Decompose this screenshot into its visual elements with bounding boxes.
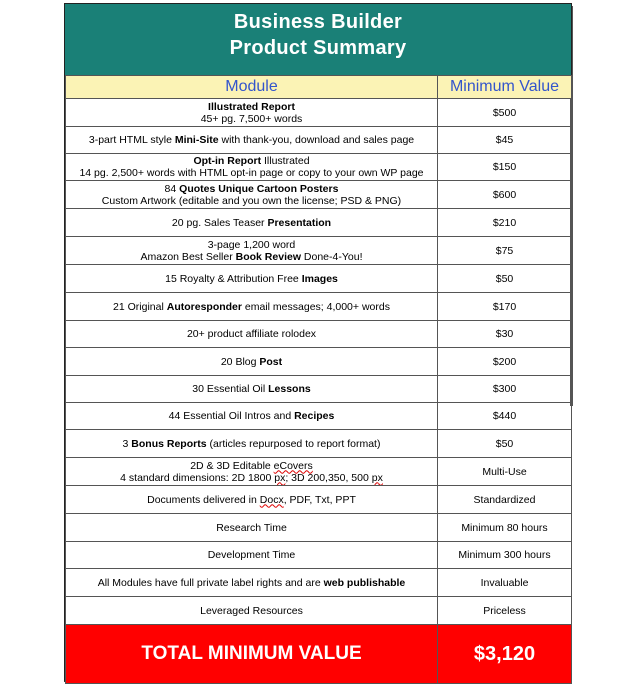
module-text: Opt-in Report	[193, 155, 262, 167]
module-cell-line	[69, 522, 434, 534]
module-cell	[66, 514, 438, 542]
module-cell-line	[69, 155, 434, 167]
value-cell: $50	[438, 430, 572, 458]
module-text: 4 standard dimensions: 2D 1800	[120, 471, 275, 484]
table-row	[66, 127, 572, 154]
module-cell-line	[69, 183, 434, 195]
module-text: Mini-Site	[174, 134, 219, 146]
module-text: 21 Original	[113, 300, 167, 313]
value-cell: $150	[438, 154, 572, 181]
value-cell: $75	[438, 237, 572, 265]
total-row	[66, 625, 572, 684]
module-text: Presentation	[267, 216, 332, 229]
value-cell: $300	[438, 376, 572, 403]
module-text: 20 pg. Sales Teaser	[171, 216, 268, 229]
module-text: 3-part HTML style	[88, 134, 175, 146]
module-text: eCovers	[273, 459, 313, 472]
module-cell-line	[69, 239, 434, 251]
table-row	[66, 237, 572, 265]
table-row	[66, 486, 572, 514]
module-cell	[66, 430, 438, 458]
module-cell	[66, 376, 438, 403]
module-text: Bonus Reports	[131, 437, 207, 450]
module-cell	[66, 154, 438, 181]
module-text: , PDF, Txt, PPT	[283, 493, 356, 506]
module-text: 3	[122, 437, 132, 450]
module-text: 3-page 1,200 word	[207, 238, 296, 251]
module-cell	[66, 127, 438, 154]
module-cell-line	[69, 383, 434, 395]
module-cell-line	[69, 167, 434, 179]
total-label: TOTAL MINIMUM VALUE	[66, 625, 438, 684]
module-cell-line	[69, 460, 434, 472]
module-cell	[66, 265, 438, 293]
table-row	[66, 321, 572, 348]
value-cell: Minimum 80 hours	[438, 514, 572, 542]
module-text: Development Time	[207, 549, 296, 561]
module-text: 15 Royalty & Attribution Free	[165, 272, 302, 285]
module-cell-line	[69, 301, 434, 313]
title-banner	[65, 4, 571, 75]
table-header-row	[66, 76, 572, 99]
module-text: (articles repurposed to report format)	[206, 437, 381, 450]
value-cell: $210	[438, 209, 572, 237]
module-text: Leveraged Resources	[200, 604, 303, 617]
value-cell: Minimum 300 hours	[438, 542, 572, 569]
module-text: Illustrated	[261, 155, 310, 167]
module-text: All Modules have full private label rights and are	[97, 576, 324, 589]
module-text: Custom Artwork (editable and you own the license; PSD & PNG)	[101, 194, 402, 207]
module-cell-line	[69, 410, 434, 422]
module-cell	[66, 486, 438, 514]
module-text: 30 Essential Oil	[192, 383, 269, 395]
module-text: Book Review	[235, 250, 301, 263]
module-text: Quotes Unique Cartoon Posters	[179, 182, 339, 195]
table-row	[66, 458, 572, 486]
module-cell-line	[69, 472, 434, 484]
table-row	[66, 569, 572, 597]
table-row	[66, 597, 572, 625]
module-cell-line	[69, 494, 434, 506]
module-text: px	[274, 471, 286, 484]
summary-sheet	[64, 3, 572, 681]
module-text: Illustrated Report	[208, 100, 295, 113]
module-column-header: Module	[66, 76, 438, 99]
module-cell-line	[69, 134, 434, 146]
table-row	[66, 514, 572, 542]
value-cell: $600	[438, 181, 572, 209]
module-text: web publishable	[323, 576, 406, 589]
module-cell	[66, 99, 438, 127]
table-row	[66, 99, 572, 127]
module-text: 44 Essential Oil Intros and	[168, 410, 295, 422]
table-row	[66, 376, 572, 403]
value-cell: Priceless	[438, 597, 572, 625]
module-cell-line	[69, 195, 434, 207]
value-cell: Standardized	[438, 486, 572, 514]
summary-table	[65, 75, 572, 684]
module-text: ; 3D 200,350, 500	[285, 471, 372, 484]
module-text: Lessons	[268, 383, 311, 395]
total-value: $3,120	[438, 625, 572, 684]
module-text: Amazon Best Seller	[140, 250, 236, 263]
module-text: Docx	[259, 493, 284, 506]
value-cell: $45	[438, 127, 572, 154]
table-row	[66, 348, 572, 376]
module-cell	[66, 293, 438, 321]
table-row	[66, 209, 572, 237]
table-row	[66, 542, 572, 569]
title-line-2: Product Summary	[229, 37, 407, 59]
module-text: Post	[259, 355, 283, 368]
module-cell-line	[69, 577, 434, 589]
module-cell-line	[69, 605, 434, 617]
module-text: 20 Blog	[220, 355, 260, 368]
value-cell: $50	[438, 265, 572, 293]
module-cell-line	[69, 113, 434, 125]
module-cell	[66, 542, 438, 569]
module-text: px	[371, 471, 383, 484]
module-cell-line	[69, 273, 434, 285]
module-text: with thank-you, download and sales page	[218, 134, 415, 146]
module-cell	[66, 597, 438, 625]
module-cell-line	[69, 356, 434, 368]
module-text: 20+ product affiliate rolodex	[186, 328, 317, 340]
module-text: Research Time	[216, 521, 287, 534]
module-text: Recipes	[294, 410, 335, 422]
module-text: Autoresponder	[166, 300, 242, 313]
module-cell	[66, 209, 438, 237]
value-cell: $170	[438, 293, 572, 321]
table-row	[66, 293, 572, 321]
module-cell	[66, 321, 438, 348]
value-cell: $30	[438, 321, 572, 348]
module-cell	[66, 458, 438, 486]
module-cell	[66, 348, 438, 376]
module-cell-line	[69, 438, 434, 450]
module-text: Documents delivered in	[147, 493, 260, 506]
module-cell	[66, 181, 438, 209]
module-cell	[66, 403, 438, 430]
title-line-1: Business Builder	[233, 11, 403, 33]
table-row	[66, 181, 572, 209]
table-row	[66, 265, 572, 293]
module-cell	[66, 569, 438, 597]
module-text: 2D & 3D Editable	[190, 459, 274, 472]
value-cell: $200	[438, 348, 572, 376]
module-text: email messages; 4,000+ words	[242, 300, 390, 313]
value-cell: Invaluable	[438, 569, 572, 597]
value-column-header: Minimum Value	[438, 76, 572, 99]
module-text: Done-4-You!	[301, 250, 363, 263]
value-cell: $440	[438, 403, 572, 430]
module-text: 84	[164, 182, 180, 195]
module-cell-line	[69, 101, 434, 113]
module-text: 45+ pg. 7,500+ words	[200, 112, 303, 125]
module-cell	[66, 237, 438, 265]
table-row	[66, 430, 572, 458]
module-cell-line	[69, 251, 434, 263]
table-row	[66, 403, 572, 430]
module-text: Images	[301, 272, 338, 285]
table-row	[66, 154, 572, 181]
value-cell: Multi-Use	[438, 458, 572, 486]
module-text: 14 pg. 2,500+ words with HTML opt-in page or copy to your own WP page	[79, 167, 424, 179]
module-cell-line	[69, 549, 434, 561]
value-cell: $500	[438, 99, 572, 127]
module-cell-line	[69, 328, 434, 340]
module-cell-line	[69, 217, 434, 229]
